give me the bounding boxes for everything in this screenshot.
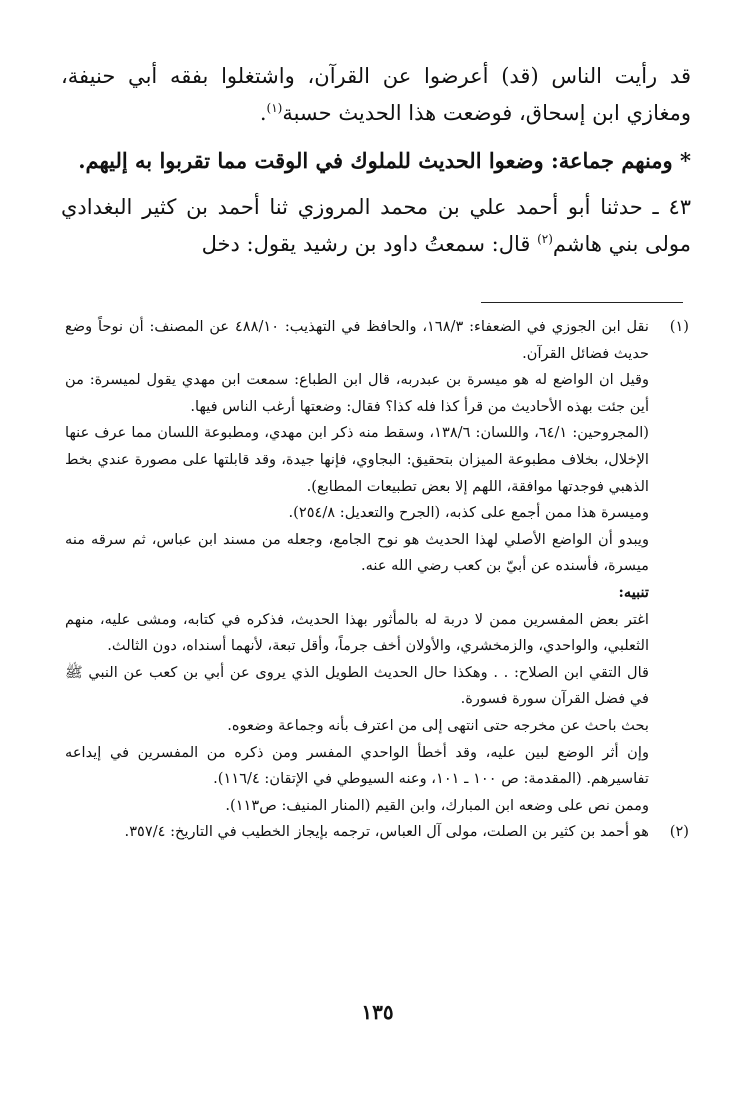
footnote-para: قال التقي ابن الصلاح: . . وهكذا حال الحديث الطويل الذي يروى عن أبي بن كعب عن النبي ﷺ في فضل القرآن سورة فسورة.: [65, 663, 649, 708]
footnote-number: (٢): [669, 823, 689, 841]
footnote-note-heading: تنبيه:: [618, 583, 649, 601]
footnote-para: اغتر بعض المفسرين ممن لا دربة له بالمأثور بهذا الحديث، فذكره في كتابه، ومشى عليه، منهم الثعلبي، والواحدي، والزمخشري، والأولان أخف جرماً، وأقل تبعة، لأنهما أسنداه، دون الثالث.: [65, 610, 649, 655]
footnote-para: (المجروحين: ٦٤/١، واللسان: ١٣٨/٦، وسقط منه ذكر ابن مهدي، ومطبوعة اللسان مما عرف عنها الإخلال، بخلاف مطبوعة الميزان بتحقيق: البجاوي، فإنها جيدة، وقد قابلتها على مصورة عندي بخط الذهبي فوجدتها موافقة، اللهم إلا بعض تطبيعات المطابع).: [65, 424, 649, 495]
footnote-para: وإن أثر الوضع لبين عليه، وقد أخطأ الواحدي المفسر ومن ذكره من المفسرين في إيداعه تفاسيرهم. (المقدمة: ص ١٠٠ ـ ١٠١، وعنه السيوطي في الإتقان: ١١٦/٤).: [65, 743, 649, 788]
footnote-body: [65, 314, 649, 819]
footnote-1: [65, 314, 689, 819]
paragraph-hadith-43: ٤٣ ـ حدثنا أبو أحمد علي بن محمد المروزي ثنا أحمد بن كثير البغدادي مولى بني هاشم$^{(٢)}$ قال: سمعتُ داود بن رشيد يقول: دخل: [61, 195, 691, 256]
footnote-para: بحث باحث عن مخرجه حتى انتهى إلى من اعترف بأنه وجماعة وضعوه.: [227, 716, 649, 734]
footnote-ref-2[interactable]: (٢): [537, 232, 553, 246]
paragraph-heading: * ومنهم جماعة: وضعوا الحديث للملوك في الوقت مما تقربوا به إليهم.: [78, 148, 691, 173]
footnote-para: وممن نص على وضعه ابن المبارك، وابن القيم (المنار المنيف: ص١١٣).: [225, 796, 649, 814]
footnote-number: (١): [669, 318, 689, 335]
footnote-para: ويبدو أن الواضع الأصلي لهذا الحديث هو نوح الجامع، وجعله من مسند ابن عباس، ثم سرقه منه ميسرة، فأسنده عن أبيّ بن كعب رضي الله عنه.: [65, 530, 649, 575]
footnote-para: وقيل ان الواضع له هو ميسرة بن عبدربه، قال ابن الطباع: سمعت ابن مهدي يقول لميسرة: من أين جئت بهذه الأحاديث من قرأ كذا فله كذا؟ فقال: وضعتها أرغب الناس فيها.: [65, 371, 649, 415]
footnotes: [65, 314, 689, 846]
footnote-separator: [481, 302, 683, 303]
footnote-2: [65, 819, 689, 846]
page-number: ١٣٥: [361, 1000, 394, 1024]
main-text: [61, 58, 691, 263]
footnote-para: وميسرة هذا ممن أجمع على كذبه، (الجرح والتعديل: ٢٥٤/٨).: [288, 504, 649, 522]
footnote-ref-1[interactable]: (١): [266, 101, 283, 115]
footnote-body: [65, 819, 649, 846]
footnote-para: هو أحمد بن كثير بن الصلت، مولى آل العباس، ترجمه بإيجاز الخطيب في التاريخ: ٣٥٧/٤.: [124, 823, 649, 841]
footnote-para: نقل ابن الجوزي في الضعفاء: ١٦٨/٣، والحافظ في التهذيب: ٤٨٨/١٠ عن المصنف: أن نوحاً وضع حديث فضائل القرآن.: [65, 318, 649, 362]
paragraph-1: قد رأيت الناس (قد) أعرضوا عن القرآن، واشتغلوا بفقه أبي حنيفة، ومغازي ابن إسحاق، فوضعت هذا الحديث حسبة$^{(١)}$.: [61, 64, 691, 125]
